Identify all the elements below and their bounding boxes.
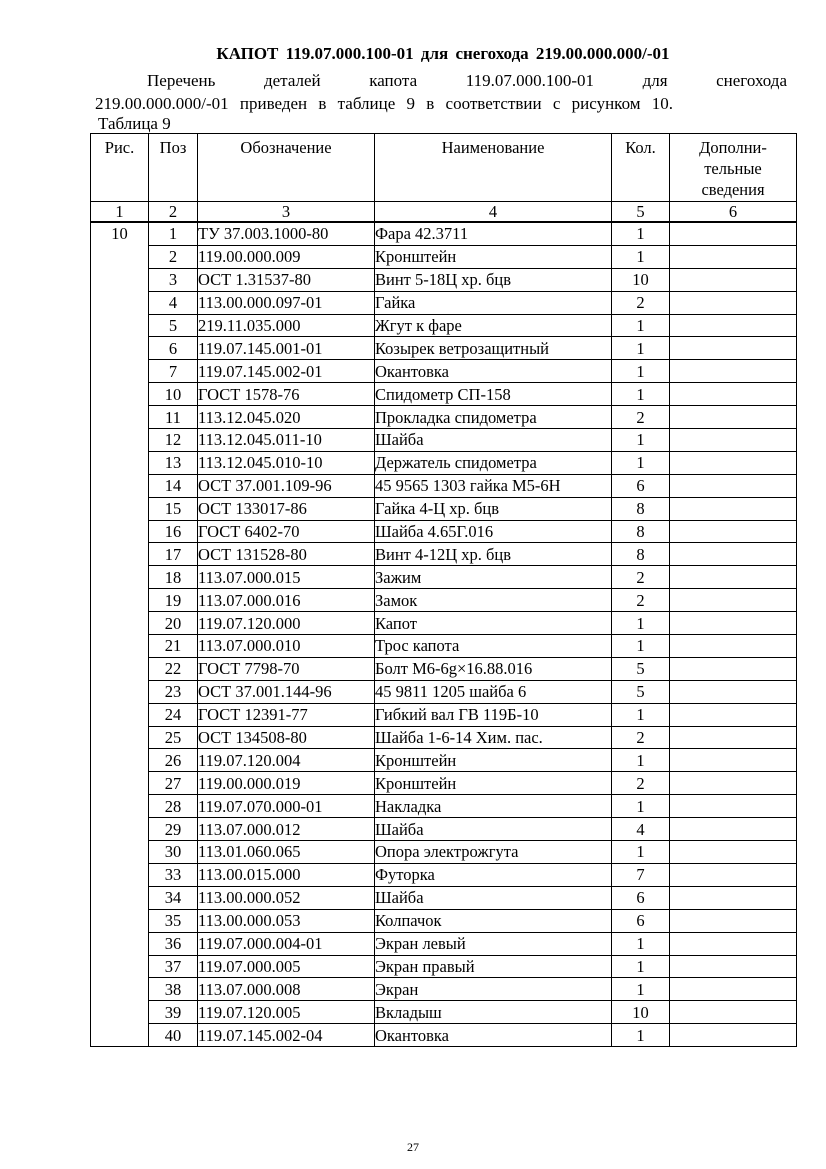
intro-paragraph-line-1: Перечень деталей капота 119.07.000.100-01 для снегохода <box>147 71 787 90</box>
item-name-cell: Колпачок <box>375 909 612 932</box>
position-cell: 26 <box>149 749 198 772</box>
extra-info-cell <box>670 222 797 245</box>
header-extra-line-1: Дополни- <box>699 138 767 157</box>
position-cell: 23 <box>149 680 198 703</box>
item-name-cell: Спидометр СП-158 <box>375 383 612 406</box>
extra-info-cell <box>670 360 797 383</box>
position-cell: 28 <box>149 795 198 818</box>
position-cell: 13 <box>149 451 198 474</box>
item-name-cell: Гибкий вал ГВ 119Б-10 <box>375 703 612 726</box>
extra-info-cell <box>670 314 797 337</box>
extra-info-cell <box>670 841 797 864</box>
item-name-cell: Шайба <box>375 818 612 841</box>
position-cell: 5 <box>149 314 198 337</box>
extra-info-cell <box>670 772 797 795</box>
header-code: Обозначение <box>198 134 375 202</box>
position-cell: 24 <box>149 703 198 726</box>
position-cell: 22 <box>149 657 198 680</box>
position-cell: 15 <box>149 497 198 520</box>
table-row <box>91 909 797 932</box>
designation-cell: 113.12.045.010-10 <box>198 451 375 474</box>
extra-info-cell <box>670 909 797 932</box>
extra-info-cell <box>670 406 797 429</box>
table-row <box>91 726 797 749</box>
extra-info-cell <box>670 245 797 268</box>
position-cell: 37 <box>149 955 198 978</box>
header-pos: Поз <box>149 134 198 202</box>
item-name-cell: Винт 5-18Ц хр. бцв <box>375 268 612 291</box>
quantity-cell: 10 <box>612 1001 670 1024</box>
table-row <box>91 429 797 452</box>
table-row <box>91 657 797 680</box>
designation-cell: 113.01.060.065 <box>198 841 375 864</box>
extra-info-cell <box>670 497 797 520</box>
table-row <box>91 314 797 337</box>
table-caption: Таблица 9 <box>98 114 171 133</box>
position-cell: 3 <box>149 268 198 291</box>
extra-info-cell <box>670 520 797 543</box>
extra-info-cell <box>670 703 797 726</box>
column-number: 5 <box>612 202 670 223</box>
item-name-cell: Держатель спидометра <box>375 451 612 474</box>
position-cell: 20 <box>149 612 198 635</box>
position-cell: 34 <box>149 886 198 909</box>
quantity-cell: 4 <box>612 818 670 841</box>
item-name-cell: Шайба <box>375 429 612 452</box>
designation-cell: 119.07.000.004-01 <box>198 932 375 955</box>
table-row <box>91 589 797 612</box>
quantity-cell: 1 <box>612 429 670 452</box>
quantity-cell: 1 <box>612 383 670 406</box>
table-row <box>91 841 797 864</box>
item-name-cell: Вкладыш <box>375 1001 612 1024</box>
position-cell: 11 <box>149 406 198 429</box>
designation-cell: ГОСТ 6402-70 <box>198 520 375 543</box>
item-name-cell: Болт М6-6g×16.88.016 <box>375 657 612 680</box>
item-name-cell: Трос капота <box>375 635 612 658</box>
item-name-cell: 45 9811 1205 шайба 6 <box>375 680 612 703</box>
table-row <box>91 268 797 291</box>
quantity-cell: 1 <box>612 222 670 245</box>
designation-cell: 119.07.070.000-01 <box>198 795 375 818</box>
designation-cell: 119.07.120.004 <box>198 749 375 772</box>
designation-cell: 119.07.145.002-01 <box>198 360 375 383</box>
quantity-cell: 8 <box>612 497 670 520</box>
designation-cell: 119.07.000.005 <box>198 955 375 978</box>
table-row <box>91 474 797 497</box>
extra-info-cell <box>670 474 797 497</box>
table-row <box>91 680 797 703</box>
position-cell: 6 <box>149 337 198 360</box>
table-row <box>91 978 797 1001</box>
quantity-cell: 1 <box>612 635 670 658</box>
table-row <box>91 886 797 909</box>
extra-info-cell <box>670 886 797 909</box>
page-number: 27 <box>407 1140 419 1154</box>
quantity-cell: 2 <box>612 772 670 795</box>
column-number-row <box>91 202 797 223</box>
header-row <box>91 134 797 202</box>
item-name-cell: Футорка <box>375 863 612 886</box>
designation-cell: 113.07.000.010 <box>198 635 375 658</box>
designation-cell: 113.07.000.008 <box>198 978 375 1001</box>
table-row <box>91 749 797 772</box>
designation-cell: 119.00.000.009 <box>198 245 375 268</box>
quantity-cell: 5 <box>612 680 670 703</box>
designation-cell: ГОСТ 12391-77 <box>198 703 375 726</box>
item-name-cell: Окантовка <box>375 1024 612 1047</box>
quantity-cell: 6 <box>612 474 670 497</box>
table-row <box>91 497 797 520</box>
item-name-cell: Окантовка <box>375 360 612 383</box>
position-cell: 36 <box>149 932 198 955</box>
extra-info-cell <box>670 795 797 818</box>
extra-info-cell <box>670 429 797 452</box>
designation-cell: ГОСТ 7798-70 <box>198 657 375 680</box>
parts-table <box>90 133 797 1047</box>
item-name-cell: Кронштейн <box>375 245 612 268</box>
position-cell: 7 <box>149 360 198 383</box>
quantity-cell: 2 <box>612 589 670 612</box>
position-cell: 4 <box>149 291 198 314</box>
designation-cell: 113.00.000.097-01 <box>198 291 375 314</box>
table-row <box>91 245 797 268</box>
item-name-cell: Экран левый <box>375 932 612 955</box>
quantity-cell: 8 <box>612 520 670 543</box>
designation-cell: 113.07.000.015 <box>198 566 375 589</box>
extra-info-cell <box>670 932 797 955</box>
table-row <box>91 451 797 474</box>
quantity-cell: 2 <box>612 406 670 429</box>
position-cell: 1 <box>149 222 198 245</box>
position-cell: 18 <box>149 566 198 589</box>
header-name: Наименование <box>375 134 612 202</box>
quantity-cell: 2 <box>612 291 670 314</box>
position-cell: 14 <box>149 474 198 497</box>
designation-cell: 113.07.000.016 <box>198 589 375 612</box>
table-row <box>91 543 797 566</box>
quantity-cell: 1 <box>612 1024 670 1047</box>
item-name-cell: Гайка 4-Ц хр. бцв <box>375 497 612 520</box>
intro-paragraph-line-2: 219.00.000.000/-01 приведен в таблице 9 в соответствии с рисунком 10. <box>95 94 674 113</box>
designation-cell: 119.07.120.005 <box>198 1001 375 1024</box>
item-name-cell: Кронштейн <box>375 749 612 772</box>
extra-info-cell <box>670 955 797 978</box>
item-name-cell: Козырек ветрозащитный <box>375 337 612 360</box>
table-row <box>91 520 797 543</box>
position-cell: 39 <box>149 1001 198 1024</box>
item-name-cell: Шайба 1-6-14 Хим. пас. <box>375 726 612 749</box>
column-number: 6 <box>670 202 797 223</box>
item-name-cell: Капот <box>375 612 612 635</box>
position-cell: 17 <box>149 543 198 566</box>
extra-info-cell <box>670 978 797 1001</box>
quantity-cell: 6 <box>612 886 670 909</box>
table-row <box>91 703 797 726</box>
extra-info-cell <box>670 1024 797 1047</box>
quantity-cell: 1 <box>612 360 670 383</box>
extra-info-cell <box>670 657 797 680</box>
table-row <box>91 1001 797 1024</box>
table-row <box>91 863 797 886</box>
extra-info-cell <box>670 589 797 612</box>
designation-cell: 113.12.045.011-10 <box>198 429 375 452</box>
extra-info-cell <box>670 268 797 291</box>
extra-info-cell <box>670 1001 797 1024</box>
quantity-cell: 5 <box>612 657 670 680</box>
designation-cell: 219.11.035.000 <box>198 314 375 337</box>
extra-info-cell <box>670 383 797 406</box>
table-row <box>91 818 797 841</box>
position-cell: 29 <box>149 818 198 841</box>
designation-cell: 119.07.120.000 <box>198 612 375 635</box>
position-cell: 33 <box>149 863 198 886</box>
designation-cell: ГОСТ 1578-76 <box>198 383 375 406</box>
designation-cell: 113.00.000.052 <box>198 886 375 909</box>
table-row <box>91 566 797 589</box>
table-row <box>91 222 797 245</box>
parts-table-body <box>91 222 797 1047</box>
table-row <box>91 383 797 406</box>
quantity-cell: 2 <box>612 566 670 589</box>
extra-info-cell <box>670 635 797 658</box>
designation-cell: 113.12.045.020 <box>198 406 375 429</box>
extra-info-cell <box>670 451 797 474</box>
position-cell: 25 <box>149 726 198 749</box>
designation-cell: ОСТ 37.001.144-96 <box>198 680 375 703</box>
extra-info-cell <box>670 726 797 749</box>
quantity-cell: 1 <box>612 314 670 337</box>
designation-cell: 113.00.000.053 <box>198 909 375 932</box>
extra-info-cell <box>670 566 797 589</box>
item-name-cell: Зажим <box>375 566 612 589</box>
header-qty: Кол. <box>612 134 670 202</box>
quantity-cell: 1 <box>612 451 670 474</box>
table-row <box>91 337 797 360</box>
designation-cell: ОСТ 1.31537-80 <box>198 268 375 291</box>
item-name-cell: Жгут к фаре <box>375 314 612 337</box>
extra-info-cell <box>670 863 797 886</box>
quantity-cell: 1 <box>612 703 670 726</box>
designation-cell: 119.00.000.019 <box>198 772 375 795</box>
position-cell: 2 <box>149 245 198 268</box>
table-row <box>91 1024 797 1047</box>
quantity-cell: 1 <box>612 841 670 864</box>
designation-cell: ОСТ 131528-80 <box>198 543 375 566</box>
quantity-cell: 10 <box>612 268 670 291</box>
column-number: 2 <box>149 202 198 223</box>
item-name-cell: Шайба 4.65Г.016 <box>375 520 612 543</box>
table-row <box>91 406 797 429</box>
designation-cell: 113.07.000.012 <box>198 818 375 841</box>
item-name-cell: Экран <box>375 978 612 1001</box>
position-cell: 16 <box>149 520 198 543</box>
item-name-cell: Опора электрожгута <box>375 841 612 864</box>
item-name-cell: Прокладка спидометра <box>375 406 612 429</box>
position-cell: 35 <box>149 909 198 932</box>
item-name-cell: Винт 4-12Ц хр. бцв <box>375 543 612 566</box>
quantity-cell: 1 <box>612 795 670 818</box>
designation-cell: ТУ 37.003.1000-80 <box>198 222 375 245</box>
designation-cell: 113.00.015.000 <box>198 863 375 886</box>
extra-info-cell <box>670 612 797 635</box>
table-row <box>91 772 797 795</box>
header-fig: Рис. <box>91 134 149 202</box>
quantity-cell: 1 <box>612 932 670 955</box>
position-cell: 21 <box>149 635 198 658</box>
quantity-cell: 1 <box>612 337 670 360</box>
position-cell: 40 <box>149 1024 198 1047</box>
position-cell: 12 <box>149 429 198 452</box>
extra-info-cell <box>670 337 797 360</box>
position-cell: 27 <box>149 772 198 795</box>
quantity-cell: 1 <box>612 245 670 268</box>
header-extra-line-2: тельные <box>704 159 762 178</box>
item-name-cell: Фара 42.3711 <box>375 222 612 245</box>
item-name-cell: 45 9565 1303 гайка М5-6Н <box>375 474 612 497</box>
item-name-cell: Шайба <box>375 886 612 909</box>
quantity-cell: 1 <box>612 749 670 772</box>
quantity-cell: 7 <box>612 863 670 886</box>
column-number: 3 <box>198 202 375 223</box>
table-row <box>91 291 797 314</box>
extra-info-cell <box>670 291 797 314</box>
table-row <box>91 360 797 383</box>
table-row <box>91 635 797 658</box>
designation-cell: 119.07.145.002-04 <box>198 1024 375 1047</box>
item-name-cell: Замок <box>375 589 612 612</box>
extra-info-cell <box>670 680 797 703</box>
extra-info-cell <box>670 543 797 566</box>
quantity-cell: 1 <box>612 978 670 1001</box>
position-cell: 38 <box>149 978 198 1001</box>
table-row <box>91 955 797 978</box>
quantity-cell: 1 <box>612 955 670 978</box>
position-cell: 30 <box>149 841 198 864</box>
column-number: 4 <box>375 202 612 223</box>
designation-cell: ОСТ 37.001.109-96 <box>198 474 375 497</box>
item-name-cell: Накладка <box>375 795 612 818</box>
document-title: КАПОТ 119.07.000.100-01 для снегохода 219.00.000.000/-01 <box>216 44 670 63</box>
designation-cell: ОСТ 134508-80 <box>198 726 375 749</box>
item-name-cell: Гайка <box>375 291 612 314</box>
table-row <box>91 795 797 818</box>
quantity-cell: 6 <box>612 909 670 932</box>
table-row <box>91 612 797 635</box>
figure-number: 10 <box>91 222 149 1047</box>
position-cell: 19 <box>149 589 198 612</box>
item-name-cell: Экран правый <box>375 955 612 978</box>
header-extra <box>670 134 797 202</box>
table-row <box>91 932 797 955</box>
quantity-cell: 2 <box>612 726 670 749</box>
quantity-cell: 1 <box>612 612 670 635</box>
designation-cell: 119.07.145.001-01 <box>198 337 375 360</box>
designation-cell: ОСТ 133017-86 <box>198 497 375 520</box>
quantity-cell: 8 <box>612 543 670 566</box>
header-extra-line-3: сведения <box>701 180 765 199</box>
position-cell: 10 <box>149 383 198 406</box>
extra-info-cell <box>670 818 797 841</box>
extra-info-cell <box>670 749 797 772</box>
column-number: 1 <box>91 202 149 223</box>
item-name-cell: Кронштейн <box>375 772 612 795</box>
